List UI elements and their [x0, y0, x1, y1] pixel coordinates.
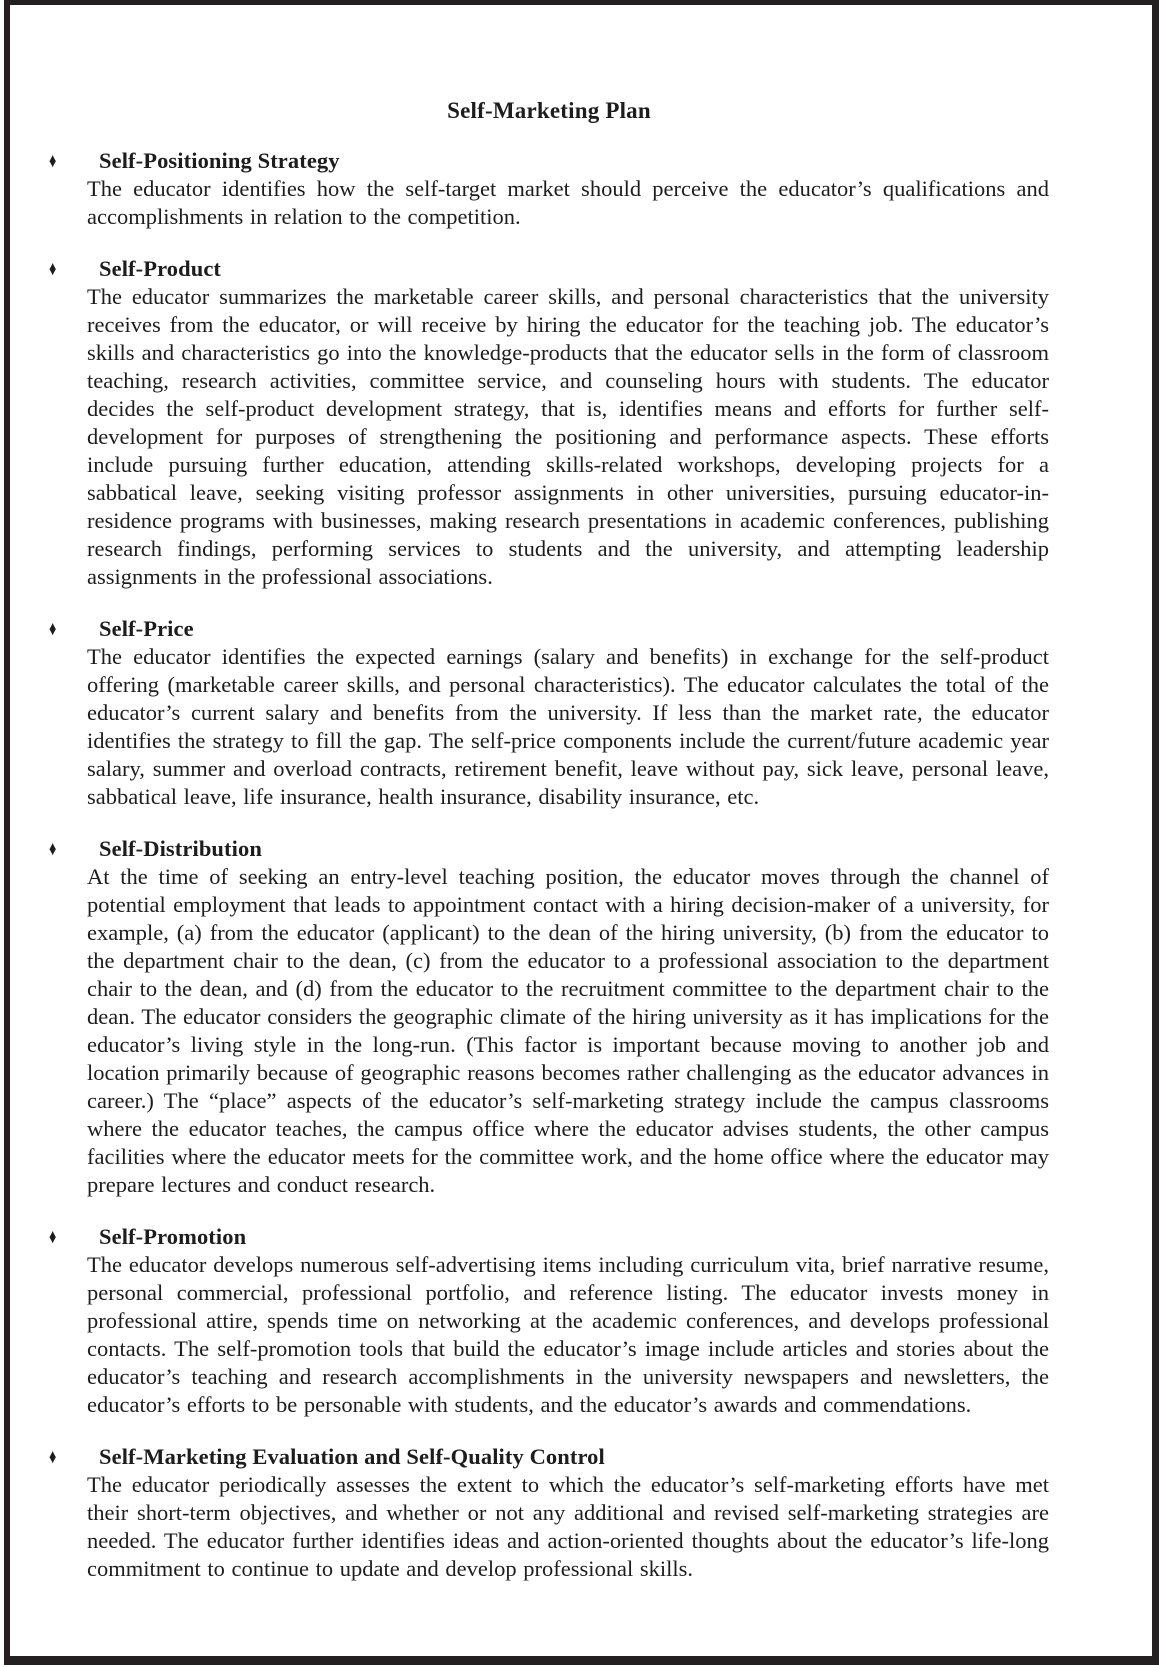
- section-heading: Self-Distribution: [99, 836, 262, 861]
- diamond-bullet-icon: ♦: [49, 258, 57, 280]
- section-paragraph: The educator identifies the expected earnings (salary and benefits) in exchange for the self-product offering (marketable career skills, and personal characteristics). The educator calculates the total of the educator’s current salary and benefits from the university. If less than the market rate, the educator identifies the strategy to fill the gap. The self-price components include the current/future academic year salary, summer and overload contracts, retirement benefit, leave without pay, sick leave, personal leave, sabbatical leave, life insurance, health insurance, disability insurance, etc.: [87, 644, 1049, 809]
- section-paragraph: The educator periodically assesses the extent to which the educator’s self-marketing efforts have met their short-term objectives, and whether or not any additional and revised self-marketing strategies are needed. The educator further identifies ideas and action-oriented thoughts about the educator’s life-long commitment to continue to update and develop professional skills.: [87, 1472, 1049, 1581]
- section-self-promotion: [49, 1223, 1049, 1419]
- section-paragraph: The educator summarizes the marketable career skills, and personal characteristics that the university receives from the educator, or will receive by hiring the educator for the teaching job. The educator’s skills and characteristics go into the knowledge-products that the educator sells in the form of classroom teaching, research activities, committee service, and counseling hours with students. The educator decides the self-product development strategy, that is, identifies means and efforts for further self-development for purposes of strengthening the positioning and performance aspects. These efforts include pursuing further education, attending skills-related workshops, developing projects for a sabbatical leave, seeking visiting professor assignments in other universities, pursuing educator-in-residence programs with businesses, making research presentations in academic conferences, publishing research findings, performing services to students and the university, and attempting leadership assignments in the professional associations.: [87, 284, 1049, 589]
- diamond-bullet-icon: ♦: [49, 1446, 57, 1468]
- diamond-bullet-icon: ♦: [49, 1226, 57, 1248]
- diamond-bullet-icon: ♦: [49, 838, 57, 860]
- section-heading: Self-Promotion: [99, 1224, 247, 1249]
- diamond-bullet-icon: ♦: [49, 150, 57, 172]
- section-heading: Self-Price: [99, 616, 194, 641]
- section-heading: Self-Product: [99, 256, 222, 281]
- section-self-distribution: [49, 835, 1049, 1199]
- section-paragraph: At the time of seeking an entry-level teaching position, the educator moves through the channel of potential employment that leads to appointment contact with a hiring decision-maker of a university, for example, (a) from the educator (applicant) to the dean of the hiring university, (b) from the educator to the department chair to the dean, (c) from the educator to a professional association to the department chair to the dean, and (d) from the educator to the recruitment committee to the department chair to the dean. The educator considers the geographic climate of the hiring university as it has implications for the educator’s living style in the long-run. (This factor is important because moving to another job and location primarily because of geographic reasons becomes rather challenging as the educator advances in career.) The “place” aspects of the educator’s self-marketing strategy include the campus classrooms where the educator teaches, the campus office where the educator advises students, the other campus facilities where the educator meets for the committee work, and the home office where the educator may prepare lectures and conduct research.: [87, 864, 1049, 1197]
- document-page: [4, 0, 1159, 1583]
- section-self-price: [49, 615, 1049, 811]
- diamond-bullet-icon: ♦: [49, 618, 57, 640]
- section-self-marketing-evaluation: [49, 1443, 1049, 1583]
- section-paragraph: The educator identifies how the self-target market should perceive the educator’s qualifications and accomplishments in relation to the competition.: [87, 176, 1049, 229]
- page-title: Self-Marketing Plan: [447, 98, 651, 123]
- section-heading: Self-Marketing Evaluation and Self-Quality Control: [99, 1444, 605, 1469]
- section-heading: Self-Positioning Strategy: [99, 148, 340, 173]
- section-paragraph: The educator develops numerous self-advertising items including curriculum vita, brief narrative resume, personal commercial, professional portfolio, and reference listing. The educator invests money in professional attire, spends time on networking at the academic conferences, and develops professional contacts. The self-promotion tools that build the educator’s image include articles and stories about the educator’s teaching and research accomplishments in the university newspapers and newsletters, the educator’s efforts to be personable with students, and the educator’s awards and commendations.: [87, 1252, 1049, 1417]
- section-self-product: [49, 255, 1049, 591]
- section-self-positioning-strategy: [49, 147, 1049, 231]
